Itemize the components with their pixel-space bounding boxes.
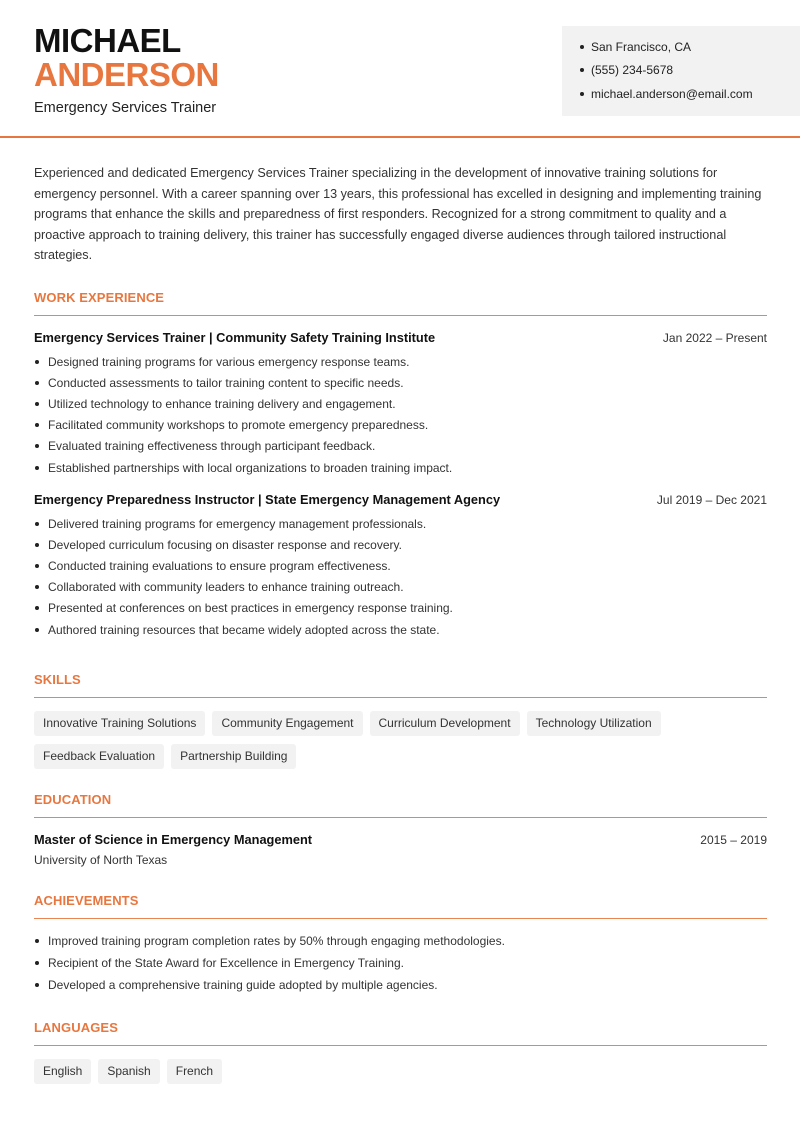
email-text: michael.anderson@email.com — [591, 86, 753, 101]
list-item — [34, 513, 767, 534]
section-heading: EDUCATION — [34, 792, 112, 807]
list-item — [34, 393, 767, 414]
work-experience-section — [34, 289, 767, 640]
bullet-text: Evaluated training effectiveness through participant feedback. — [48, 439, 376, 454]
bullet-text: Conducted assessments to tailor training content to specific needs. — [48, 375, 404, 390]
job-title: Emergency Services Trainer — [34, 100, 217, 116]
education-header — [34, 832, 767, 847]
list-item — [34, 952, 767, 974]
resume-header — [0, 0, 800, 138]
skill-chip: Feedback Evaluation — [34, 744, 164, 769]
bullet-text: Authored training resources that became widely adopted across the state. — [48, 622, 440, 637]
degree: Master of Science in Emergency Management — [34, 832, 313, 847]
bullet-icon — [35, 381, 39, 385]
bullet-text: Improved training program completion rates by 50% through engaging methodologies. — [48, 934, 505, 948]
skill-chip: Technology Utilization — [527, 711, 661, 736]
bullet-text: Developed curriculum focusing on disaster response and recovery. — [48, 537, 402, 552]
bullet-text: Established partnerships with local organizations to broaden training impact. — [48, 460, 453, 475]
bullet-text: Designed training programs for various emergency response teams. — [48, 354, 410, 369]
bullet-icon — [35, 466, 39, 470]
list-item — [34, 436, 767, 457]
languages-section — [34, 1019, 767, 1084]
skill-chip: Community Engagement — [212, 711, 362, 736]
list-item — [34, 598, 767, 619]
bullet-icon — [580, 92, 584, 96]
skill-chip: Curriculum Development — [370, 711, 520, 736]
bullet-icon — [35, 585, 39, 589]
bullet-icon — [35, 522, 39, 526]
bullet-icon — [35, 628, 39, 632]
section-divider — [34, 1045, 767, 1046]
phone-text: (555) 234-5678 — [591, 63, 674, 78]
language-chip: French — [167, 1059, 222, 1084]
list-item — [34, 457, 767, 478]
section-divider — [34, 697, 767, 698]
list-item — [34, 415, 767, 436]
bullet-text: Recipient of the State Award for Excellence in Emergency Training. — [48, 956, 404, 970]
summary-paragraph: Experienced and dedicated Emergency Services Trainer specializing in the development of innovative training solutions for emergency personnel. With a career spanning over 13 years, this professional has excelled in designing and implementing training programs that enhance the skills and preparedness of first responders. Recognized for a strong commitment to quality and a proactive approach to training delivery, this trainer has successfully engaged diverse audiences through tailored instructional strategies. — [34, 166, 762, 262]
job-entry — [34, 330, 767, 478]
list-item — [34, 534, 767, 555]
language-chip: English — [34, 1059, 91, 1084]
bullet-icon — [35, 360, 39, 364]
job-date: Jan 2022 – Present — [662, 331, 767, 345]
job-bullets — [34, 351, 767, 478]
contact-location — [580, 35, 800, 59]
job-bullets — [34, 513, 767, 640]
skills-section — [34, 671, 767, 769]
bullet-icon — [35, 939, 39, 943]
achievements-section — [34, 892, 767, 996]
job-role: Emergency Services Trainer | Community Safety Training Institute — [34, 330, 436, 345]
section-heading: LANGUAGES — [34, 1020, 118, 1035]
bullet-text: Conducted training evaluations to ensure program effectiveness. — [48, 559, 391, 574]
job-header — [34, 492, 767, 507]
bullet-icon — [35, 423, 39, 427]
list-item — [34, 372, 767, 393]
list-item — [34, 556, 767, 577]
bullet-text: Utilized technology to enhance training delivery and engagement. — [48, 396, 396, 411]
list-item — [34, 619, 767, 640]
bullet-icon — [35, 983, 39, 987]
bullet-icon — [35, 961, 39, 965]
achievements-list — [34, 930, 767, 996]
section-heading: SKILLS — [34, 672, 81, 687]
list-item — [34, 351, 767, 372]
education-date: 2015 – 2019 — [700, 833, 767, 847]
contact-box — [562, 26, 800, 116]
last-name: ANDERSON — [34, 56, 219, 93]
bullet-icon — [35, 444, 39, 448]
skill-chip: Innovative Training Solutions — [34, 711, 205, 736]
skill-chip: Partnership Building — [171, 744, 296, 769]
languages-chips — [34, 1059, 767, 1084]
bullet-icon — [580, 68, 584, 72]
job-entry — [34, 492, 767, 640]
skills-chips — [34, 711, 767, 769]
education-section — [34, 791, 767, 867]
location-text: San Francisco, CA — [591, 39, 692, 54]
section-divider — [34, 918, 767, 919]
section-divider — [34, 817, 767, 818]
bullet-text: Delivered training programs for emergency management professionals. — [48, 516, 427, 531]
first-name: MICHAEL — [34, 22, 181, 59]
list-item — [34, 577, 767, 598]
contact-email — [580, 82, 800, 106]
language-chip: Spanish — [98, 1059, 159, 1084]
bullet-text: Collaborated with community leaders to enhance training outreach. — [48, 580, 404, 595]
bullet-icon — [580, 45, 584, 49]
job-header — [34, 330, 767, 345]
bullet-text: Developed a comprehensive training guide adopted by multiple agencies. — [48, 978, 438, 992]
bullet-icon — [35, 606, 39, 610]
job-date: Jul 2019 – Dec 2021 — [656, 493, 767, 508]
bullet-icon — [35, 564, 39, 568]
section-divider — [34, 315, 767, 316]
school: University of North Texas — [34, 853, 168, 867]
bullet-text: Facilitated community workshops to promote emergency preparedness. — [48, 418, 429, 433]
bullet-icon — [35, 543, 39, 547]
bullet-text: Presented at conferences on best practices in emergency response training. — [48, 601, 453, 616]
bullet-icon — [35, 402, 39, 406]
section-heading: WORK EXPERIENCE — [34, 290, 165, 305]
list-item — [34, 974, 767, 996]
contact-phone — [580, 59, 800, 83]
section-heading: ACHIEVEMENTS — [34, 893, 139, 908]
job-role: Emergency Preparedness Instructor | State Emergency Management Agency — [34, 492, 501, 508]
list-item — [34, 930, 767, 952]
